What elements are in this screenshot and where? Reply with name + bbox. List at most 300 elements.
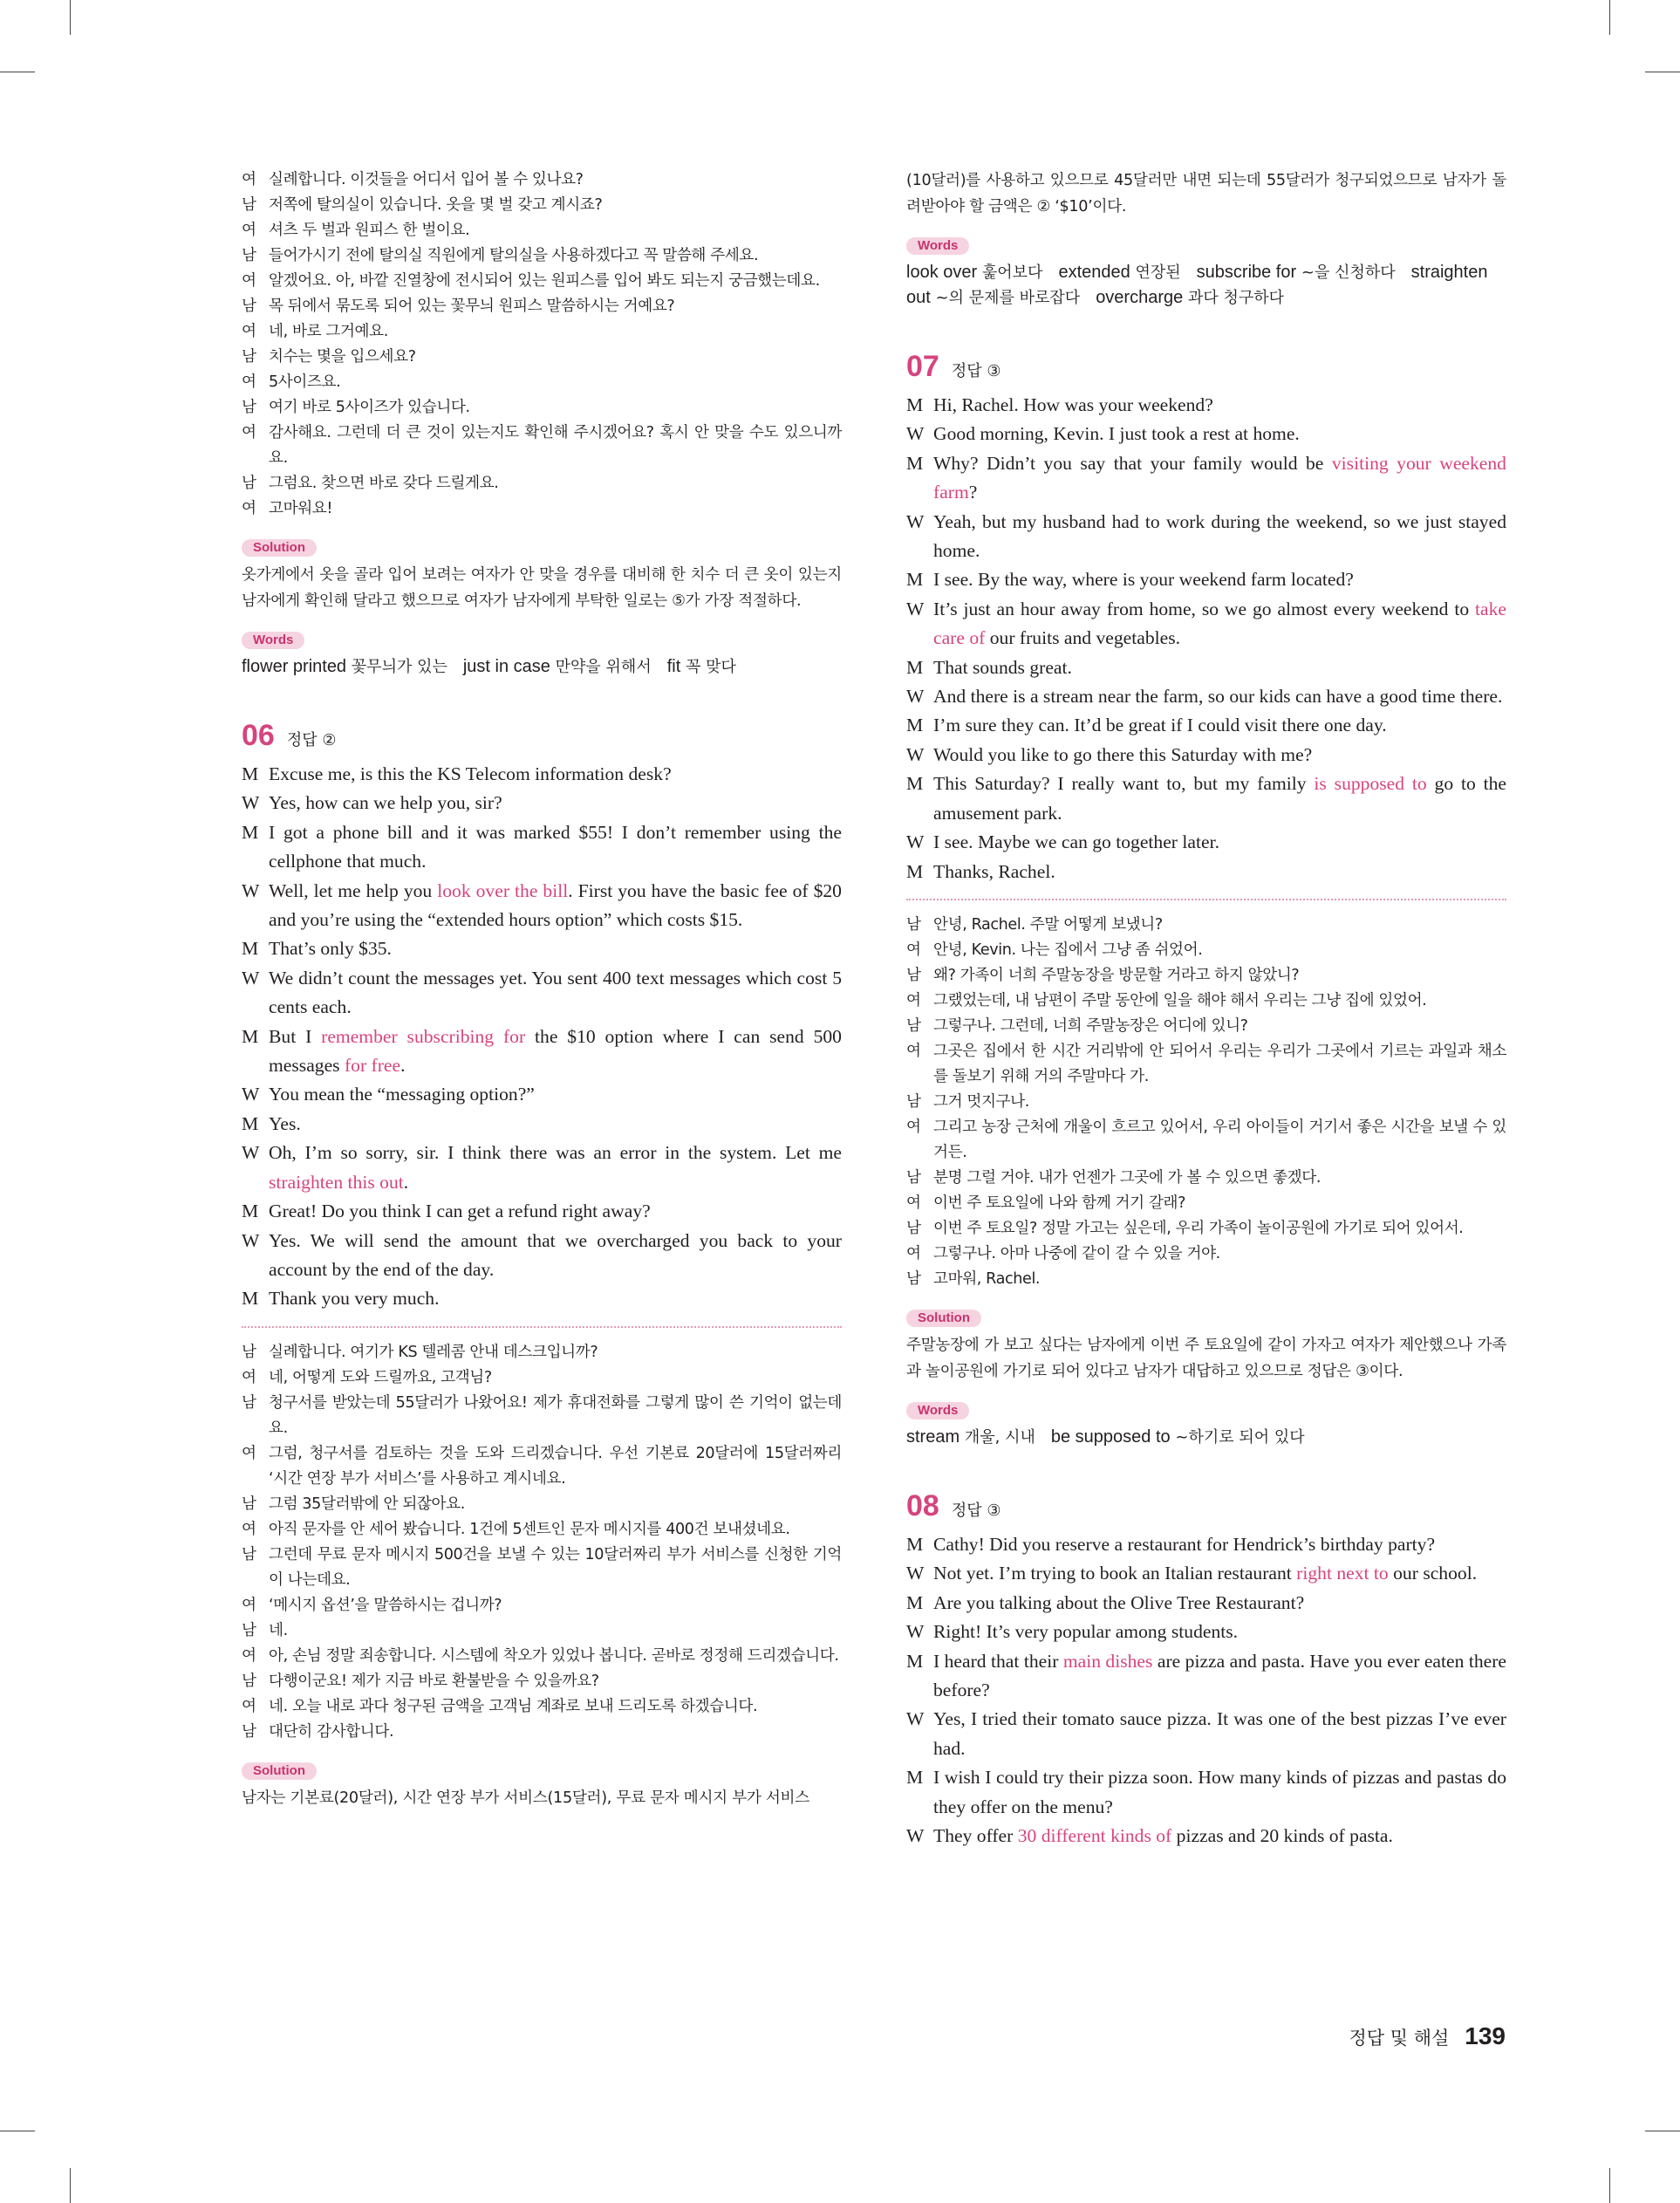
words-tag: Words [906, 237, 969, 255]
dialogue-line [906, 653, 1506, 682]
key-expression: take care of [933, 598, 1506, 649]
dialogue-text: 네, 바로 그거예요. [269, 323, 388, 340]
speaker-label: 여 [242, 424, 256, 441]
vocab-term: stream [906, 1426, 960, 1447]
dialogue-line [242, 1227, 842, 1285]
text-segment: are pizza and pasta. Have you ever eaten there before? [933, 1650, 1506, 1700]
dialogue-text: 그런데 무료 문자 메시지 500건을 보낼 수 있는 10달러짜리 부가 서비스를 신청한 기억이 나는데요. [269, 1545, 842, 1589]
text-segment: They offer [933, 1824, 1018, 1846]
speaker-label: 남 [242, 1343, 256, 1361]
dialogue-text [933, 595, 1506, 653]
dialogue-text: 그거 멋지구나. [933, 1092, 1029, 1111]
vocab-meaning: 만약을 위해서 [555, 658, 652, 676]
text-segment: I’m sure they can. It’d be great if I could visit there one day. [933, 715, 1387, 736]
dialogue-line [906, 1267, 1506, 1292]
text-segment: Yes. We will send the amount that we overcharged you back to your account by the end of the day. [269, 1229, 842, 1280]
speaker-label: 남 [242, 298, 256, 315]
dialogue-text [933, 1589, 1506, 1618]
dialogue-line [906, 741, 1506, 770]
dialogue-line [242, 1365, 842, 1391]
speaker-label: 여 [242, 272, 256, 290]
speaker-label: M [906, 773, 924, 795]
q05-words [242, 654, 842, 680]
vocab-term: straighten out [906, 263, 1488, 307]
dialogue-line [242, 421, 842, 471]
speaker-label: 여 [242, 1444, 256, 1462]
dialogue-line [242, 1517, 842, 1543]
q05-solution-text: 옷가게에서 옷을 골라 입어 보려는 여자가 안 맞을 경우를 대비해 한 치수 더 큰 옷이 있는지 남자에게 확인해 달라고 했으므로 여자가 남자에게 부탁한 일로는 ⑤가 가장 적절하다. [242, 566, 842, 610]
dialogue-text: 고마워, Rachel. [933, 1269, 1041, 1288]
dialogue-text [269, 1139, 842, 1197]
dialogue-text: 치수는 몇을 입으세요? [269, 348, 416, 366]
dialogue-text: 안녕, Rachel. 주말 어떻게 보냈니? [933, 915, 1163, 934]
speaker-label: W [906, 1708, 925, 1730]
dialogue-line [242, 1391, 842, 1441]
dialogue-text [933, 858, 1506, 886]
speaker-label: 남 [242, 247, 256, 264]
text-segment: That’s only $35. [269, 938, 392, 960]
dialogue-text: 분명 그럴 거야. 내가 언젠가 그곳에 가 볼 수 있으면 좋겠다. [933, 1168, 1321, 1187]
speaker-label: 여 [906, 941, 921, 959]
dialogue-text [933, 1559, 1506, 1588]
speaker-label: 남 [906, 915, 921, 934]
q06-words [906, 260, 1506, 311]
dialogue-line [242, 370, 842, 395]
dialogue-text: 그곳은 집에서 한 시간 거리밖에 안 되어서 우리는 우리가 그곳에서 기르는 과일과 채소를 돌보기 위해 거의 주말마다 가. [933, 1042, 1506, 1085]
text-segment: This Saturday? I really want to, but my family [933, 773, 1315, 795]
dialogue-line [906, 1216, 1506, 1242]
speaker-label: 남 [906, 966, 921, 984]
solution-tag: Solution [242, 1762, 317, 1780]
text-segment: Hi, Rachel. How was your weekend? [933, 394, 1213, 415]
speaker-label: 남 [906, 1219, 921, 1237]
dialogue-text: 아, 손님 정말 죄송합니다. 시스템에 착오가 있었나 봅니다. 곧바로 정정해 드리겠습니다. [269, 1646, 839, 1665]
vocab-meaning: 꽃무늬가 있는 [351, 658, 447, 676]
dialogue-text: 다행이군요! 제가 지금 바로 환불받을 수 있을까요? [269, 1672, 599, 1690]
dialogue-line [242, 243, 842, 269]
speaker-label: M [242, 1025, 259, 1047]
dialogue-text [933, 420, 1506, 448]
dialogue-line [242, 964, 842, 1023]
speaker-label: M [242, 821, 259, 843]
solution-tag: Solution [906, 1310, 981, 1327]
dialogue-text: 네. [269, 1621, 288, 1639]
q06-header [242, 718, 842, 753]
text-segment: We didn’t count the messages yet. You sent 400 text messages which cost 5 cents each. [269, 967, 842, 1018]
dialogue-text: 그렇구나. 그런데, 너희 주말농장은 어디에 있니? [933, 1016, 1248, 1035]
dialogue-text: 고마워요! [269, 500, 333, 517]
speaker-label: M [906, 715, 924, 736]
dialogue-line [906, 1589, 1506, 1618]
speaker-label: 남 [242, 1495, 256, 1513]
dialogue-line [242, 877, 842, 935]
vocab-term: subscribe for [1196, 263, 1297, 282]
speaker-label: 여 [906, 1194, 921, 1212]
text-segment: You mean the “messaging option?” [269, 1084, 535, 1105]
crop-mark [70, 0, 71, 35]
dialogue-line [906, 770, 1506, 828]
speaker-label: 남 [906, 1092, 921, 1111]
dialogue-text [933, 508, 1506, 566]
speaker-label: M [906, 1591, 924, 1613]
text-segment: . First you have the basic fee of $20 and you’re using the “extended hours option” which costs $15. [269, 879, 842, 931]
speaker-label: W [906, 1563, 925, 1584]
dialogue-line [242, 1644, 842, 1669]
dialogue-text [933, 1647, 1506, 1706]
dialogue-line [242, 1110, 842, 1139]
speaker-label: M [906, 1650, 924, 1672]
dialogue-text: 여기 바로 5사이즈가 있습니다. [269, 399, 470, 416]
dotted-divider [242, 1326, 842, 1328]
dialogue-text: 알겠어요. 아, 바깥 진열창에 전시되어 있는 원피스를 입어 봐도 되는지 궁금했는데요. [269, 272, 820, 290]
dialogue-text [933, 1705, 1506, 1763]
key-expression: 30 different kinds of [1017, 1824, 1172, 1846]
speaker-label: 여 [242, 1697, 256, 1715]
dialogue-line [906, 858, 1506, 886]
key-expression: for free [344, 1055, 401, 1077]
speaker-label: W [906, 831, 925, 853]
speaker-label: 남 [906, 1269, 921, 1288]
vocab-term: overcharge [1096, 288, 1184, 307]
dialogue-text [933, 682, 1506, 711]
dialogue-line [906, 1191, 1506, 1216]
vocab-term: fit [666, 657, 681, 676]
key-expression: straighten this out [269, 1171, 404, 1193]
dialogue-text: 안녕, Kevin. 나는 집에서 그냥 좀 쉬었어. [933, 941, 1203, 959]
dialogue-text: 목 뒤에서 묶도록 되어 있는 꽃무늬 원피스 말씀하시는 거예요? [269, 298, 675, 315]
dialogue-text [933, 741, 1506, 770]
vocab-meaning: 연장된 [1135, 263, 1181, 282]
dialogue-line [906, 828, 1506, 857]
speaker-label: 여 [242, 1596, 256, 1614]
vocab-meaning: 과다 청구하다 [1187, 289, 1285, 307]
speaker-label: 여 [906, 1244, 921, 1262]
dialogue-line [906, 508, 1506, 566]
dialogue-line [242, 1441, 842, 1492]
dialogue-text [269, 818, 842, 877]
dialogue-text: 왜? 가족이 너희 주말농장을 방문할 거라고 하지 않았니? [933, 966, 1300, 984]
speaker-label: M [242, 1112, 259, 1134]
speaker-label: M [242, 763, 259, 784]
speaker-label: 여 [906, 1042, 921, 1060]
text-segment: I see. Maybe we can go together later. [933, 831, 1219, 853]
dialogue-line [242, 1023, 842, 1081]
words-tag: Words [906, 1402, 969, 1420]
dialogue-line [242, 168, 842, 193]
speaker-label: W [906, 598, 925, 619]
speaker-label: 남 [242, 1621, 256, 1639]
dialogue-text [269, 877, 842, 935]
dialogue-text [933, 1530, 1506, 1559]
dialogue-line [242, 1720, 842, 1745]
dialogue-line [906, 682, 1506, 711]
text-segment: I got a phone bill and it was marked $55! I don’t remember using the cellphone that much. [269, 821, 842, 872]
dialogue-text [933, 828, 1506, 857]
q07-korean-transcript [906, 913, 1506, 1292]
dialogue-text: 그랬었는데, 내 남편이 주말 동안에 일을 해야 해서 우리는 그냥 집에 있었어. [933, 991, 1427, 1009]
speaker-label: 남 [242, 1672, 256, 1690]
dialogue-line [242, 1080, 842, 1109]
vocab-meaning: 꼭 맞다 [686, 658, 736, 676]
key-expression: look over the bill [437, 879, 569, 901]
dialogue-line [906, 1618, 1506, 1646]
q05-korean-transcript [242, 168, 842, 522]
dialogue-text: 청구서를 받았는데 55달러가 나왔어요! 제가 휴대전화를 그렇게 많이 쓴 기억이 없는데요. [269, 1393, 842, 1437]
q06-solution-text: 남자는 기본료(20달러), 시간 연장 부가 서비스(15달러), 무료 문자 메시지 부가 서비스 [242, 1789, 809, 1807]
dialogue-text: 그럼, 청구서를 검토하는 것을 도와 드리겠습니다. 우선 기본료 20달러에 15달러짜리 ‘시간 연장 부가 서비스’를 사용하고 계시네요. [269, 1444, 842, 1488]
speaker-label: 여 [906, 991, 921, 1009]
dialogue-text: 셔츠 두 벌과 원피스 한 벌이요. [269, 222, 470, 239]
speaker-label: W [242, 792, 260, 814]
dialogue-line [242, 193, 842, 218]
speaker-label: 여 [242, 1646, 256, 1665]
text-segment: Thank you very much. [269, 1288, 440, 1310]
text-segment: But I [269, 1025, 322, 1047]
dialogue-text [269, 964, 842, 1023]
text-segment: Cathy! Did you reserve a restaurant for Hendrick’s birthday party? [933, 1533, 1436, 1555]
q07-header [906, 349, 1506, 384]
dialogue-line [242, 218, 842, 243]
speaker-label: M [906, 656, 924, 678]
dialogue-text: 대단히 감사합니다. [269, 1722, 394, 1741]
dialogue-line [906, 1115, 1506, 1166]
question-number: 06 [242, 719, 275, 752]
question-number: 08 [906, 1488, 939, 1522]
vocab-term: extended [1058, 263, 1130, 282]
dialogue-line [906, 1242, 1506, 1267]
speaker-label: W [242, 967, 260, 989]
dialogue-text [933, 391, 1506, 420]
dialogue-line [242, 1340, 842, 1365]
vocab-meaning: ~을 신청하다 [1301, 263, 1396, 282]
words-tag: Words [242, 632, 304, 649]
speaker-label: M [242, 1201, 259, 1222]
text-segment: That sounds great. [933, 656, 1072, 678]
text-segment: Great! Do you think I can get a refund right away? [269, 1201, 651, 1222]
dialogue-text: 5사이즈요. [269, 373, 341, 391]
text-segment: pizzas and 20 kinds of pasta. [1171, 1824, 1393, 1846]
dialogue-text [269, 1080, 842, 1109]
speaker-label: W [242, 879, 260, 901]
text-segment: And there is a stream near the farm, so our kids can have a good time there. [933, 686, 1503, 708]
dialogue-line [242, 345, 842, 370]
key-expression: is supposed to [1314, 773, 1427, 795]
dialogue-line [906, 963, 1506, 989]
q08-header [906, 1488, 1506, 1523]
speaker-label: 여 [242, 500, 256, 517]
dialogue-line [906, 1090, 1506, 1115]
speaker-label: 여 [242, 1520, 256, 1538]
solution-tag: Solution [242, 539, 317, 557]
dialogue-line [242, 818, 842, 877]
text-segment: It’s just an hour away from home, so we go almost every weekend to [933, 598, 1476, 619]
dialogue-line [242, 1197, 842, 1226]
dialogue-text [933, 1822, 1506, 1851]
dialogue-text [269, 1110, 842, 1139]
dialogue-text: 네. 오늘 내로 과다 청구된 금액을 고객님 계좌로 보내 드리도록 하겠습니다. [269, 1697, 758, 1715]
q07-solution-text: 주말농장에 가 보고 싶다는 남자에게 이번 주 토요일에 같이 가자고 여자가 제안했으나 가족과 놀이공원에 가기로 되어 있다고 남자가 대답하고 있으므로 정답은 ③이다. [906, 1336, 1506, 1380]
answer-label: 정답 ③ [951, 1501, 1001, 1520]
text-segment: I see. By the way, where is your weekend farm located? [933, 569, 1354, 591]
speaker-label: M [906, 860, 924, 882]
vocab-term: look over [906, 263, 978, 282]
speaker-label: W [906, 1824, 925, 1846]
dialogue-text [269, 789, 842, 818]
dialogue-line [906, 1530, 1506, 1559]
q06-solution-continued: (10달러)를 사용하고 있으므로 45달러만 내면 되는데 55달러가 청구되었으므로 남자가 돌려받아야 할 금액은 ② ‘$10’이다. [906, 172, 1506, 216]
speaker-label: W [906, 423, 925, 445]
dialogue-line [906, 1822, 1506, 1851]
dialogue-line [242, 1139, 842, 1197]
dialogue-text: 네, 어떻게 도와 드릴까요, 고객님? [269, 1368, 492, 1386]
speaker-label: W [906, 1621, 925, 1643]
q08-english-transcript [906, 1530, 1506, 1851]
dialogue-line [906, 449, 1506, 508]
dialogue-text [933, 449, 1506, 508]
text-segment: go to the amusement park. [933, 773, 1507, 824]
text-segment: . [403, 1171, 409, 1193]
q06-english-transcript [242, 760, 842, 1314]
dialogue-line [906, 420, 1506, 448]
dialogue-text: 그렇구나. 아마 나중에 같이 갈 수 있을 거야. [933, 1244, 1220, 1262]
speaker-label: W [242, 1229, 260, 1251]
text-segment: Yes, how can we help you, sir? [269, 792, 502, 814]
dialogue-text: 감사해요. 그런데 더 큰 것이 있는지도 확인해 주시겠어요? 혹시 안 맞을 수도 있으니까요. [269, 424, 842, 467]
right-column [906, 168, 1506, 1851]
dialogue-text [269, 1227, 842, 1285]
vocab-meaning: ~의 문제를 바로잡다 [935, 289, 1081, 307]
dialogue-line [242, 496, 842, 522]
text-segment: Thanks, Rachel. [933, 860, 1055, 882]
speaker-label: 여 [906, 1118, 921, 1136]
answer-label: 정답 ③ [951, 362, 1001, 380]
dialogue-line [242, 471, 842, 496]
dialogue-line [242, 294, 842, 319]
text-segment: Would you like to go there this Saturday with me? [933, 743, 1313, 765]
speaker-label: M [906, 452, 924, 474]
dialogue-line [906, 989, 1506, 1014]
text-segment: Why? Didn’t you say that your family would be [933, 452, 1332, 474]
vocab-meaning: ~하기로 되어 있다 [1175, 1427, 1305, 1447]
vocab-meaning: 개울, 시내 [964, 1427, 1035, 1447]
dialogue-line [242, 1492, 842, 1517]
dialogue-line [906, 1039, 1506, 1090]
left-column [242, 168, 842, 1811]
text-segment: I heard that their [933, 1650, 1063, 1672]
speaker-label: 남 [906, 1168, 921, 1187]
vocab-meaning: 훑어보다 [981, 263, 1043, 282]
text-segment: Right! It’s very popular among students. [933, 1621, 1239, 1643]
speaker-label: W [242, 1142, 260, 1164]
q06-korean-transcript [242, 1340, 842, 1745]
dialogue-line [906, 565, 1506, 594]
dialogue-line [242, 1694, 842, 1720]
dialogue-line [906, 1559, 1506, 1588]
vocab-term: just in case [462, 657, 550, 676]
dialogue-line [906, 913, 1506, 938]
answer-label: 정답 ② [286, 731, 337, 749]
dialogue-line [242, 760, 842, 789]
dialogue-line [242, 1543, 842, 1593]
text-segment: Yes, I tried their tomato sauce pizza. It was one of the best pizzas I’ve ever had. [933, 1708, 1506, 1759]
dialogue-text: 그리고 농장 근처에 개울이 흐르고 있어서, 우리 아이들이 거기서 좋은 시간을 보낼 수 있거든. [933, 1118, 1506, 1161]
key-expression: main dishes [1062, 1650, 1153, 1672]
dialogue-text: 들어가시기 전에 탈의실 직원에게 탈의실을 사용하겠다고 꼭 말씀해 주세요. [269, 247, 759, 264]
text-segment: Not yet. I’m trying to book an Italian restaurant [933, 1563, 1297, 1584]
dialogue-text [269, 934, 842, 963]
dialogue-text: 저쪽에 탈의실이 있습니다. 옷을 몇 벌 갖고 계시죠? [269, 196, 603, 214]
speaker-label: W [906, 510, 925, 532]
text-segment: Excuse me, is this the KS Telecom information desk? [269, 763, 672, 784]
dialogue-line [906, 391, 1506, 420]
crop-mark [70, 2168, 71, 2203]
dialogue-text: ‘메시지 옵션’을 말씀하시는 겁니까? [269, 1596, 502, 1614]
dialogue-text: 이번 주 토요일에 나와 함께 거기 갈래? [933, 1194, 1186, 1212]
dialogue-text: 실례합니다. 여기가 KS 텔레콤 안내 데스크입니까? [269, 1343, 598, 1361]
speaker-label: W [906, 686, 925, 708]
dialogue-text: 이번 주 토요일? 정말 가고는 싶은데, 우리 가족이 놀이공원에 가기로 되어 있어서. [933, 1219, 1464, 1237]
dialogue-text [269, 1284, 842, 1313]
dialogue-line [906, 1763, 1506, 1822]
text-segment: Oh, I’m so sorry, sir. I think there was an error in the system. Let me [269, 1142, 842, 1164]
page-number: 139 [1465, 2022, 1506, 2049]
dialogue-text: 아직 문자를 안 세어 봤습니다. 1건에 5센트인 문자 메시지를 400건 보내셨네요. [269, 1520, 790, 1538]
dialogue-line [242, 395, 842, 421]
dialogue-text [269, 1197, 842, 1226]
text-segment: Yes. [269, 1112, 301, 1134]
speaker-label: 남 [242, 196, 256, 214]
text-segment: the $10 option where I can send 500 messages [269, 1025, 842, 1077]
text-segment: Well, let me help you [269, 879, 438, 901]
dialogue-text [933, 1763, 1506, 1822]
speaker-label: W [242, 1084, 260, 1105]
speaker-label: M [242, 938, 259, 960]
dialogue-text [933, 653, 1506, 682]
speaker-label: 남 [906, 1016, 921, 1035]
text-segment: I wish I could try their pizza soon. How many kinds of pizzas and pastas do they offer on the menu? [933, 1767, 1506, 1817]
dialogue-line [906, 1647, 1506, 1706]
vocab-term: be supposed to [1050, 1426, 1171, 1447]
dialogue-line [242, 1593, 842, 1618]
speaker-label: M [906, 1533, 924, 1555]
speaker-label: 여 [242, 373, 256, 391]
key-expression: remember subscribing for [321, 1025, 526, 1047]
dialogue-text: 실례합니다. 이것들을 어디서 입어 볼 수 있나요? [269, 171, 584, 188]
dialogue-line [242, 269, 842, 294]
key-expression: right next to [1296, 1563, 1389, 1584]
vocab-term: flower printed [242, 657, 347, 676]
text-segment: our fruits and vegetables. [985, 627, 1181, 649]
dialogue-text [933, 1618, 1506, 1646]
dialogue-line [906, 595, 1506, 653]
dialogue-text: 그럼요. 찾으면 바로 갖다 드릴게요. [269, 475, 499, 492]
dialogue-line [906, 711, 1506, 740]
speaker-label: 여 [242, 1368, 256, 1386]
dialogue-text [933, 565, 1506, 594]
text-segment: our school. [1388, 1563, 1478, 1584]
dialogue-line [242, 934, 842, 963]
question-number: 07 [906, 350, 939, 383]
speaker-label: 남 [242, 1393, 256, 1412]
speaker-label: 여 [242, 323, 256, 340]
speaker-label: 남 [242, 475, 256, 492]
speaker-label: 남 [242, 1722, 256, 1741]
dialogue-line [242, 1618, 842, 1644]
speaker-label: M [242, 1288, 259, 1310]
key-expression: visiting your weekend farm [933, 452, 1506, 503]
dialogue-line [242, 789, 842, 818]
crop-mark [1609, 2168, 1610, 2203]
